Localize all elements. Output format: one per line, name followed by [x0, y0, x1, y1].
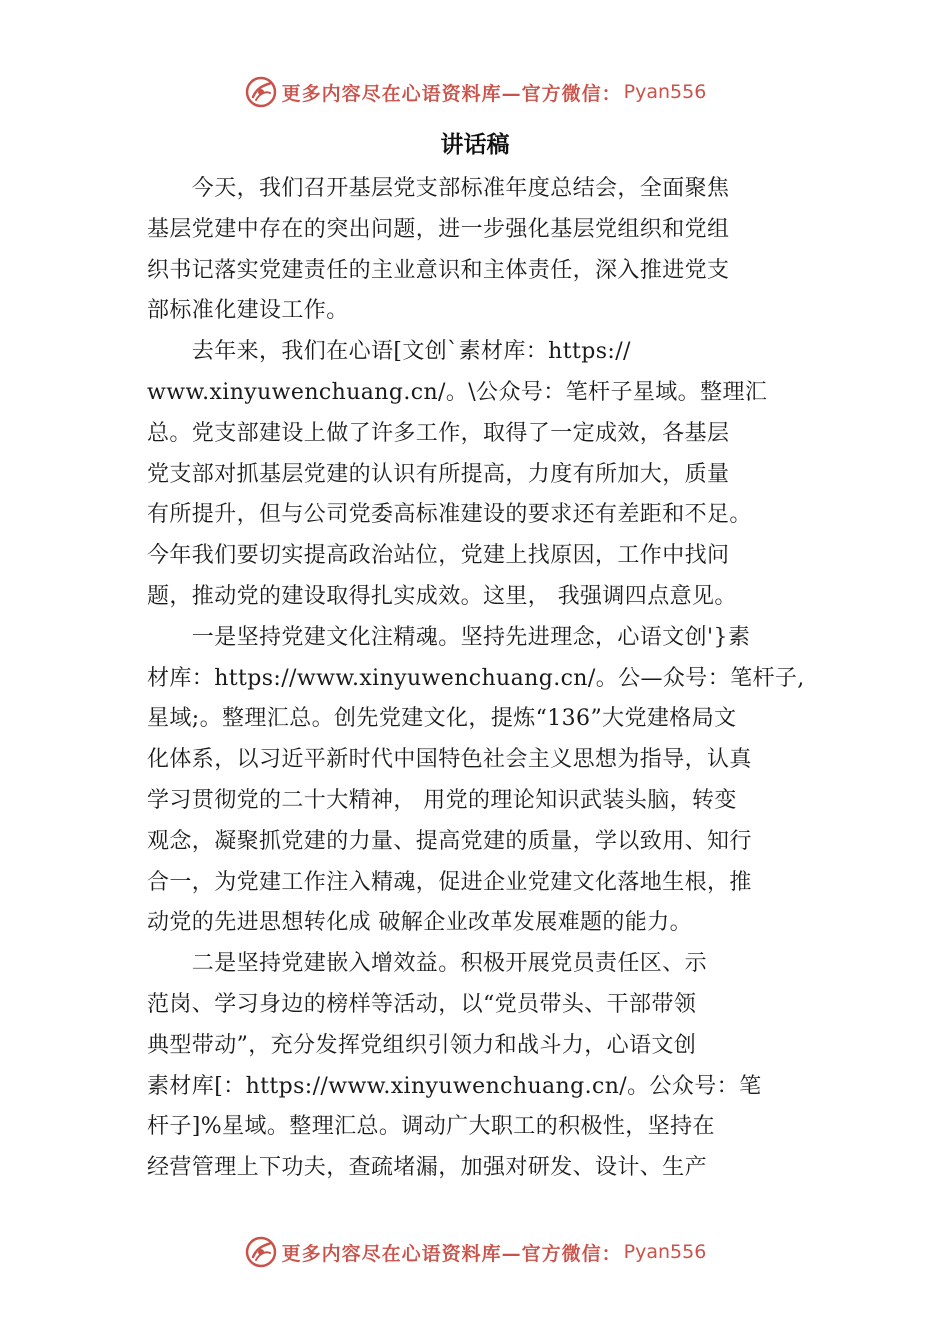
- text-line: 材库：https://www.xinyuwenchuang.cn/。公—众号：笔杆子,: [147, 665, 805, 691]
- text-line: 题，推动党的建设取得扎实成效。这里， 我强调四点意见。: [147, 583, 737, 609]
- footer-banner: [0, 1232, 950, 1272]
- text-line: 总。党支部建设上做了许多工作，取得了一定成效，各基层: [147, 420, 730, 446]
- text-line: 观念，凝聚抓党建的力量、提高党建的质量，学以致用、知行: [147, 828, 752, 854]
- text-line: 党支部对抓基层党建的认识有所提高，力度有所加大，质量: [147, 461, 730, 487]
- text-line: 一是坚持党建文化注精魂。坚持先进理念，心语文创'}素: [147, 624, 751, 650]
- text-line: 有所提升，但与公司党委高标准建设的要求还有差距和不足。: [147, 502, 752, 528]
- banner-wechat-id: Pyan556: [623, 1241, 707, 1263]
- text-line: 学习贯彻党的二十大精神， 用党的理论知识武装头脑，转变: [147, 787, 737, 813]
- text-line: 二是坚持党建嵌入增效益。积极开展党员责任区、示: [147, 951, 708, 977]
- text-line: 经营管理上下功夫，查疏堵漏，加强对研发、设计、生产: [147, 1155, 708, 1181]
- text-line: 基层党建中存在的突出问题，进一步强化基层党组织和党组: [147, 216, 730, 242]
- text-line: 合一，为党建工作注入精魂，促进企业党建文化落地生根，推: [147, 869, 752, 895]
- document-title: 讲话稿: [440, 132, 510, 158]
- text-line: 今年我们要切实提高政治站位，党建上找原因，工作中找问: [147, 543, 730, 569]
- text-line: www.xinyuwenchuang.cn/。\公众号：笔杆子星域。整理汇: [147, 379, 768, 405]
- xinyu-logo-icon: [244, 75, 278, 109]
- banner-text: 更多内容尽在心语资料库—官方微信：: [281, 82, 622, 105]
- text-line: 今天，我们召开基层党支部标准年度总结会，全面聚焦: [147, 176, 730, 201]
- text-line: 杆子]%星域。整理汇总。调动广大职工的积极性，坚持在: [147, 1114, 715, 1140]
- text-line: 典型带动”，充分发挥党组织引领力和战斗力，心语文创: [147, 1032, 697, 1058]
- text-line: 范岗、学习身边的榜样等活动，以“党员带头、干部带领: [147, 991, 697, 1017]
- text-line: 部标准化建设工作。: [147, 298, 349, 324]
- text-line: 星域;。整理汇总。创先党建文化，提炼“136”大党建格局文: [147, 706, 737, 732]
- banner-wechat-id: Pyan556: [623, 81, 707, 103]
- banner-text: 更多内容尽在心语资料库—官方微信：: [281, 1242, 622, 1265]
- text-line: 织书记落实党建责任的主业意识和主体责任，深入推进党支: [147, 257, 730, 283]
- text-line: 动党的先进思想转化成 破解企业改革发展难题的能力。: [147, 910, 692, 936]
- text-line: 化体系，以习近平新时代中国特色社会主义思想为指导，认真: [147, 747, 752, 773]
- text-line: 去年来，我们在心语[文创`素材库：https://: [147, 339, 631, 365]
- text-line: 素材库[：https://www.xinyuwenchuang.cn/。公众号：笔: [147, 1073, 762, 1099]
- header-banner: [0, 72, 950, 112]
- document-body: [147, 169, 847, 1189]
- xinyu-logo-icon: [244, 1235, 278, 1269]
